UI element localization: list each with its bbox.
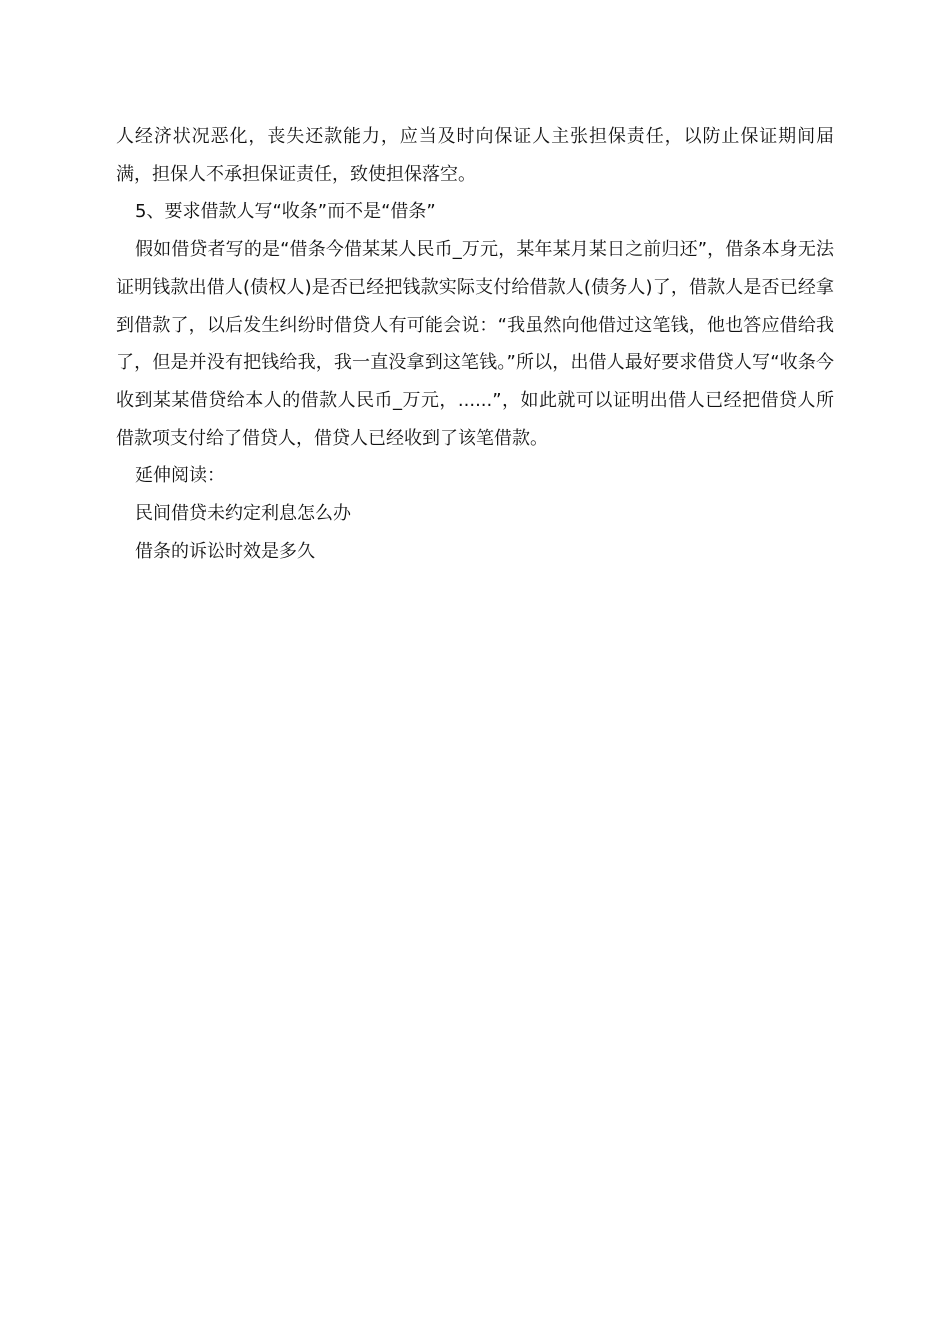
section-heading: 5、要求借款人写“收条”而不是“借条”: [135, 201, 436, 223]
paragraph-body: 假如借贷者写的是“借条今借某某人民币_万元，某年某月某日之前归还”，借条本身无法证明钱款出借人(债权人)是否已经把钱款实际支付给借款人(债务人)了，借款人是否已经拿到借款了，以后发生纠纷时借贷人有可能会说：“我虽然向他借过这笔钱，他也答应借给我了，但是并没有把钱给我，我一直没拿到这笔钱。”所以，出借人最好要求借贷人写“收条今收到某某借贷给本人的借款人民币_万元，......”，如此就可以证明出借人已经把借贷人所借款项支付给了借贷人，借贷人已经收到了该笔借款。: [116, 239, 834, 449]
extended-reading-label: 延伸阅读：: [135, 465, 225, 487]
extended-reading-link-2[interactable]: 借条的诉讼时效是多久: [135, 540, 315, 562]
paragraph-continuation: 人经济状况恶化，丧失还款能力，应当及时向保证人主张担保责任，以防止保证期间届满，担保人不承担保证责任，致使担保落空。: [116, 126, 834, 185]
document-body: [116, 118, 834, 570]
extended-reading-link-1[interactable]: 民间借贷未约定利息怎么办: [135, 503, 351, 525]
